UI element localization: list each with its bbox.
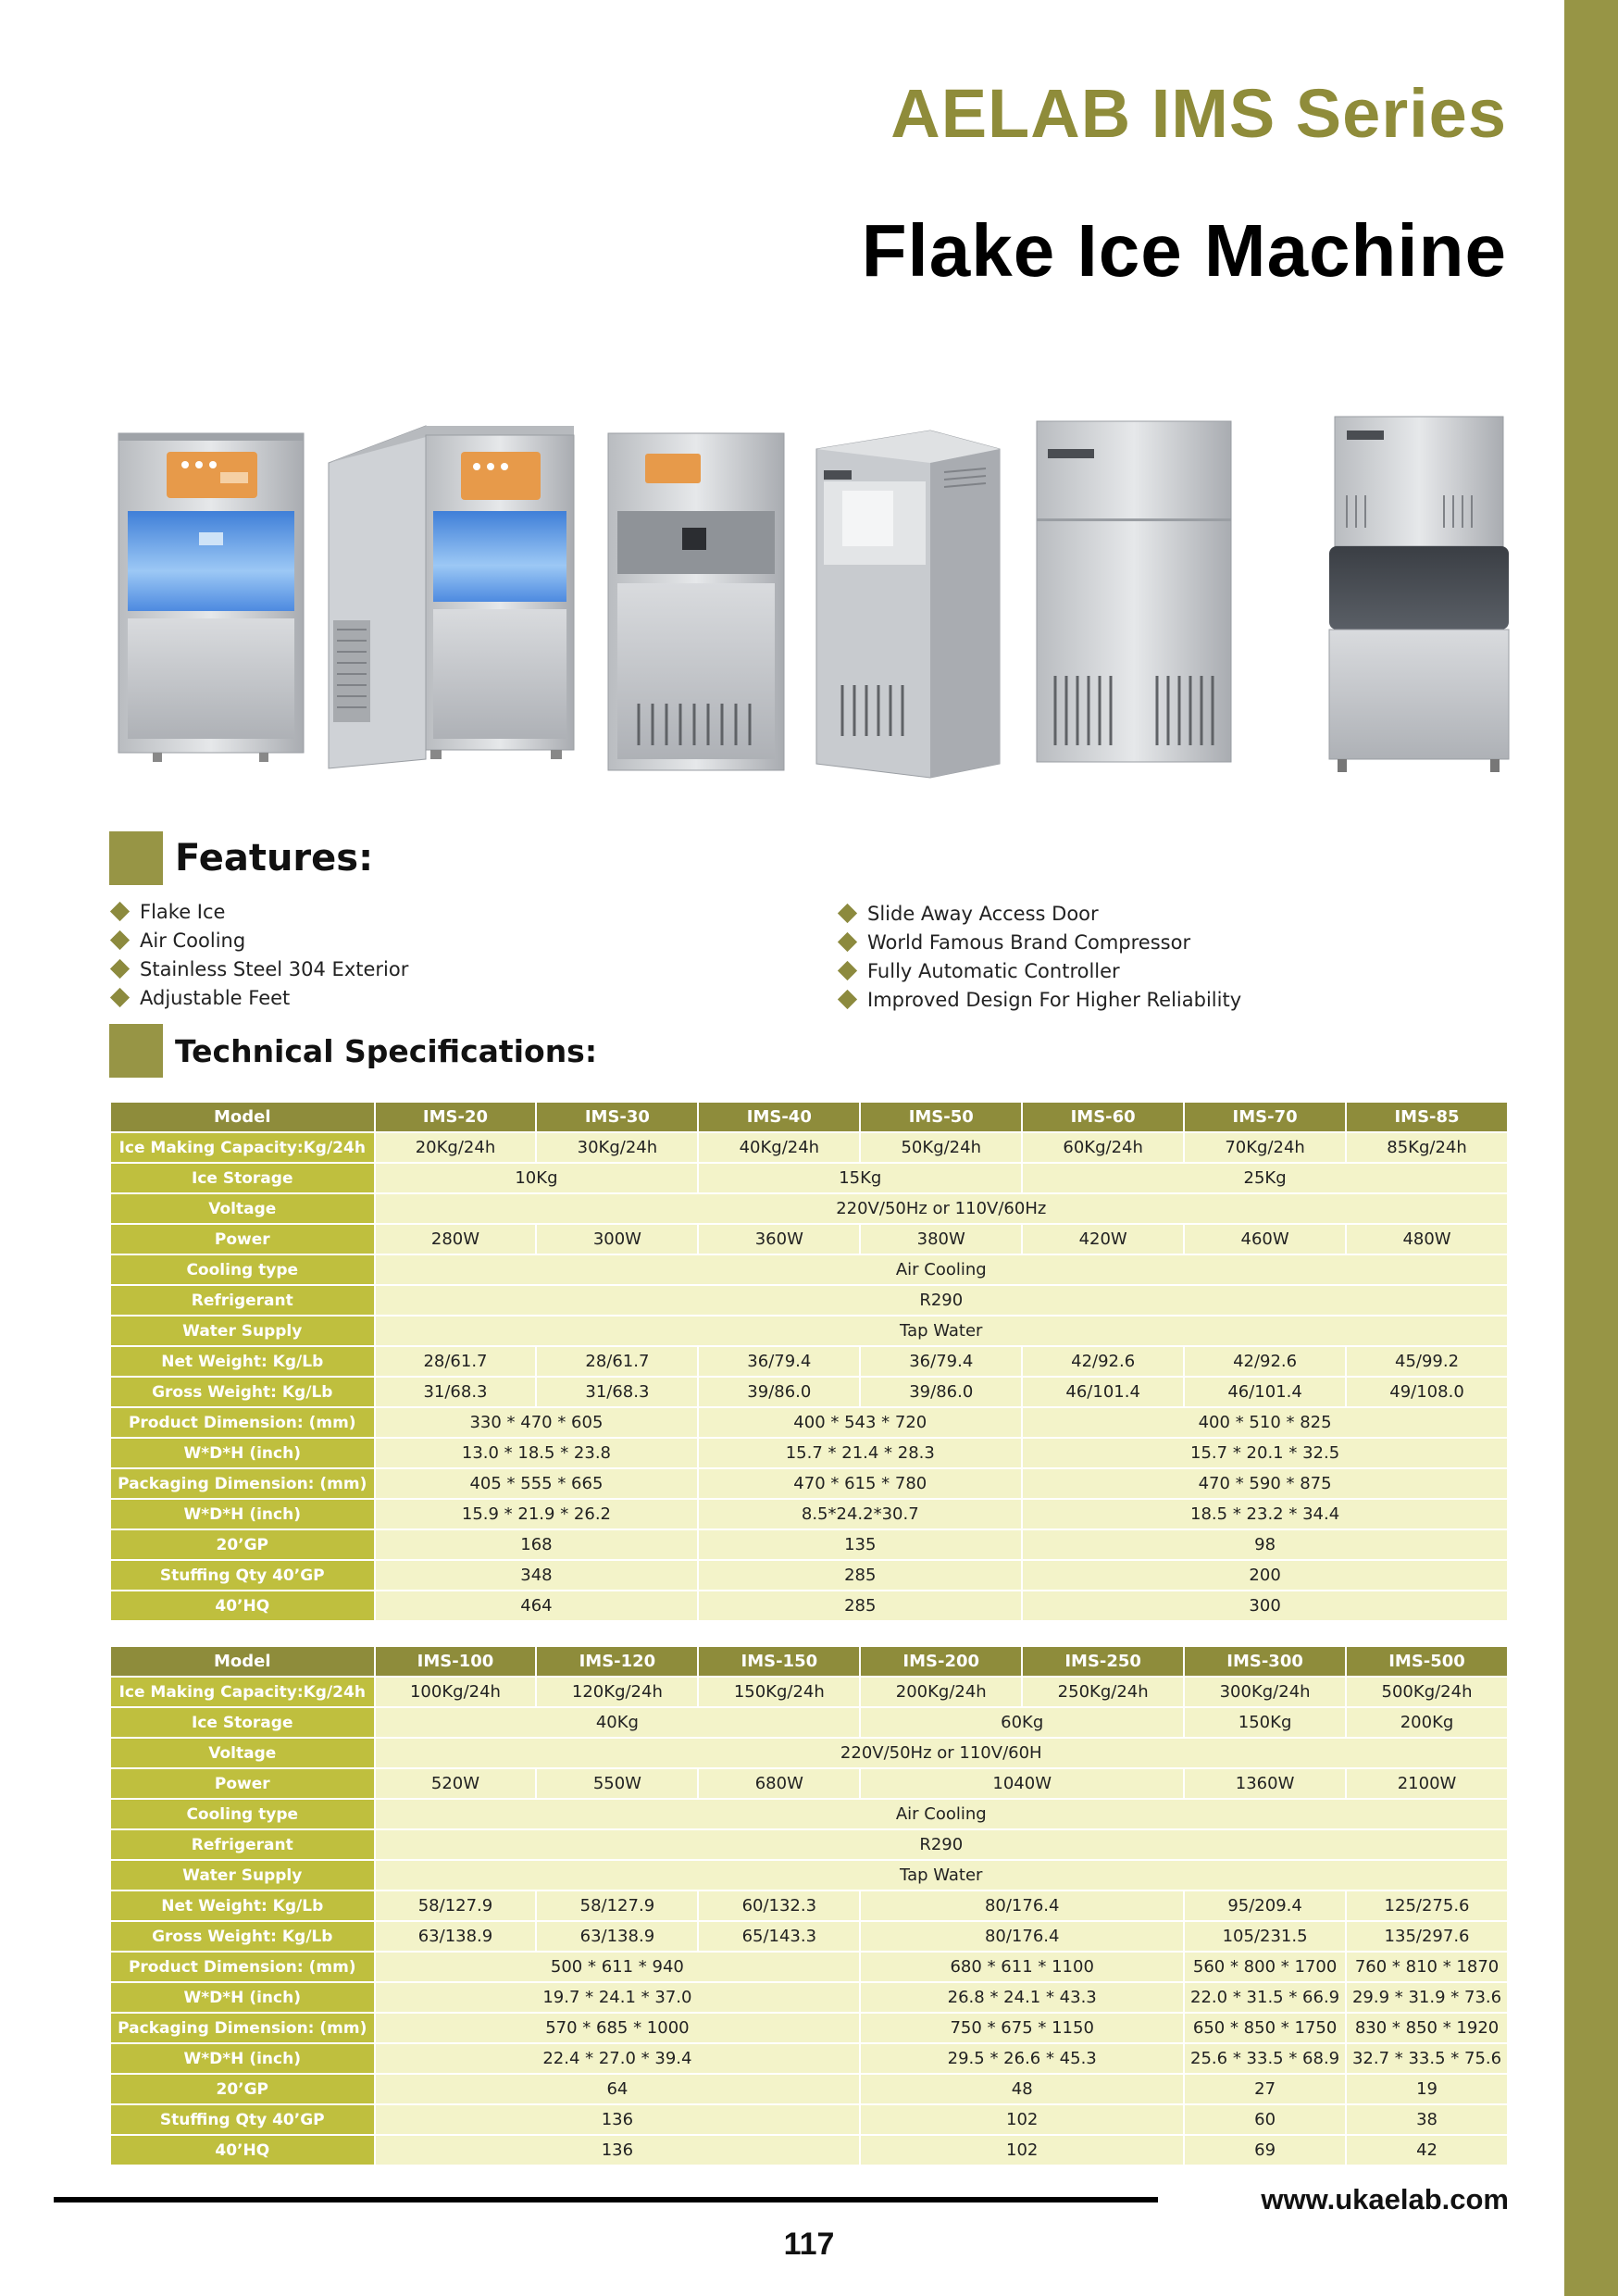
feature-item [109,983,408,1012]
model-header: IMS-50 [861,1103,1021,1131]
spec-row [111,1316,1507,1345]
spec-value-cell: 8.5*24.2*30.7 [699,1500,1021,1529]
spec-row-label: Gross Weight: Kg/Lb [111,1378,374,1406]
spec-row-label: Stuffing Qty 40’GP [111,1561,374,1590]
spec-value-cell: 400 * 510 * 825 [1023,1408,1507,1437]
spec-row [111,1678,1507,1706]
spec-value-cell: 38 [1347,2105,1507,2134]
spec-value-cell: 49/108.0 [1347,1378,1507,1406]
spec-value-cell: R290 [376,1830,1507,1859]
spec-value-cell: 102 [861,2136,1183,2165]
spec-row-label: Ice Storage [111,1164,374,1192]
model-header: IMS-150 [699,1647,859,1676]
spec-value-cell: 650 * 850 * 1750 [1185,2014,1345,2042]
spec-value-cell: 85Kg/24h [1347,1133,1507,1162]
spec-value-cell: 10Kg [376,1164,698,1192]
spec-row-label: W*D*H (inch) [111,1983,374,2012]
spec-value-cell: 102 [861,2105,1183,2134]
spec-value-cell: 31/68.3 [537,1378,697,1406]
spec-row [111,2075,1507,2103]
feature-text: Adjustable Feet [140,986,291,1009]
diamond-bullet-icon [110,959,130,979]
spec-value-cell: 25Kg [1023,1164,1507,1192]
spec-value-cell: 22.0 * 31.5 * 66.9 [1185,1983,1345,2012]
product-title: Flake Ice Machine [861,209,1507,292]
spec-value-cell: 80/176.4 [861,1922,1183,1951]
spec-row [111,1347,1507,1376]
spec-row [111,1408,1507,1437]
spec-value-cell: 50Kg/24h [861,1133,1021,1162]
spec-value-cell: 60 [1185,2105,1345,2134]
spec-value-cell: 348 [376,1561,698,1590]
spec-value-cell: 80/176.4 [861,1891,1183,1920]
spec-value-cell: 27 [1185,2075,1345,2103]
spec-row [111,1500,1507,1529]
spec-value-cell: 405 * 555 * 665 [376,1469,698,1498]
spec-value-cell: 2100W [1347,1769,1507,1798]
spec-value-cell: 39/86.0 [699,1378,859,1406]
spec-value-cell: 15.9 * 21.9 * 26.2 [376,1500,698,1529]
spec-value-cell: 500 * 611 * 940 [376,1953,860,1981]
spec-row-label: Gross Weight: Kg/Lb [111,1922,374,1951]
spec-row [111,2044,1507,2073]
spec-value-cell: Air Cooling [376,1800,1507,1828]
spec-row-label: Stuffing Qty 40’GP [111,2105,374,2134]
spec-value-cell: 48 [861,2075,1183,2103]
spec-value-cell: 32.7 * 33.5 * 75.6 [1347,2044,1507,2073]
spec-value-cell: 42/92.6 [1023,1347,1183,1376]
model-header: IMS-30 [537,1103,697,1131]
spec-row-label: Packaging Dimension: (mm) [111,1469,374,1498]
diamond-bullet-icon [838,932,857,952]
feature-text: Air Cooling [140,929,246,952]
spec-value-cell: 550W [537,1769,697,1798]
spec-row [111,1953,1507,1981]
product-illustrations [111,407,1518,787]
spec-table-small-models [109,1101,1509,1622]
spec-row [111,1530,1507,1559]
model-header: IMS-500 [1347,1647,1507,1676]
spec-row [111,2105,1507,2134]
feature-item [837,928,1241,956]
spec-row-label: Ice Making Capacity:Kg/24h [111,1133,374,1162]
spec-value-cell: 60Kg [861,1708,1183,1737]
feature-text: Flake Ice [140,900,226,923]
spec-value-cell: 135/297.6 [1347,1922,1507,1951]
spec-value-cell: 136 [376,2136,860,2165]
feature-item [109,926,408,955]
spec-row [111,1983,1507,2012]
spec-value-cell: 18.5 * 23.2 * 34.4 [1023,1500,1507,1529]
machine-ims-40 [608,433,784,770]
spec-row [111,1922,1507,1951]
model-header: IMS-85 [1347,1103,1507,1131]
model-header: IMS-120 [537,1647,697,1676]
machine-ims-30 [329,426,574,768]
spec-value-cell: 680W [699,1769,859,1798]
spec-value-cell: 30Kg/24h [537,1133,697,1162]
spec-value-cell: 220V/50Hz or 110V/60Hz [376,1194,1507,1223]
spec-value-cell: 19.7 * 24.1 * 37.0 [376,1983,860,2012]
website-url: www.ukaelab.com [1261,2183,1509,2215]
spec-value-cell: 65/143.3 [699,1922,859,1951]
spec-value-cell: 470 * 615 * 780 [699,1469,1021,1498]
series-title: AELAB IMS Series [890,75,1507,152]
feature-item [109,955,408,983]
spec-row [111,1739,1507,1767]
spec-value-cell: 200Kg/24h [861,1678,1021,1706]
spec-row [111,1194,1507,1223]
spec-value-cell: 120Kg/24h [537,1678,697,1706]
spec-value-cell: 60/132.3 [699,1891,859,1920]
spec-value-cell: 64 [376,2075,860,2103]
spec-row [111,1133,1507,1162]
feature-text: World Famous Brand Compressor [867,930,1191,954]
features-heading-text: Features: [175,837,374,880]
machine-ims-50 [816,430,1000,778]
spec-value-cell: Tap Water [376,1861,1507,1890]
spec-row [111,1891,1507,1920]
tech-specs-heading [109,1023,597,1079]
features-heading [109,830,373,886]
spec-row-label: Power [111,1225,374,1254]
spec-value-cell: 330 * 470 * 605 [376,1408,698,1437]
spec-row-label: Packaging Dimension: (mm) [111,2014,374,2042]
spec-value-cell: 36/79.4 [861,1347,1021,1376]
spec-value-cell: 560 * 800 * 1700 [1185,1953,1345,1981]
spec-row [111,1378,1507,1406]
spec-row [111,1286,1507,1315]
spec-value-cell: 460W [1185,1225,1345,1254]
diamond-bullet-icon [110,902,130,921]
spec-value-cell: 420W [1023,1225,1183,1254]
spec-row-label: Ice Making Capacity:Kg/24h [111,1678,374,1706]
diamond-bullet-icon [110,930,130,950]
spec-value-cell: 360W [699,1225,859,1254]
spec-value-cell: 760 * 810 * 1870 [1347,1953,1507,1981]
spec-row-label: W*D*H (inch) [111,1500,374,1529]
spec-value-cell: 380W [861,1225,1021,1254]
spec-header-row [111,1647,1507,1676]
spec-value-cell: 13.0 * 18.5 * 23.8 [376,1439,698,1467]
spec-value-cell: 750 * 675 * 1150 [861,2014,1183,2042]
model-header: IMS-40 [699,1103,859,1131]
spec-row-label: Voltage [111,1194,374,1223]
spec-value-cell: 300W [537,1225,697,1254]
spec-value-cell: 300 [1023,1591,1507,1620]
machine-ims-20 [118,433,304,762]
spec-header-row [111,1103,1507,1131]
spec-value-cell: 46/101.4 [1185,1378,1345,1406]
page-number: 117 [783,2227,835,2262]
spec-row [111,1469,1507,1498]
diamond-bullet-icon [110,988,130,1007]
spec-row-label: Water Supply [111,1316,374,1345]
spec-row-label: Net Weight: Kg/Lb [111,1891,374,1920]
spec-row-label: Cooling type [111,1255,374,1284]
diamond-bullet-icon [838,904,857,923]
spec-row [111,1439,1507,1467]
spec-row [111,1591,1507,1620]
spec-value-cell: 1360W [1185,1769,1345,1798]
spec-value-cell: 29.9 * 31.9 * 73.6 [1347,1983,1507,2012]
spec-value-cell: 100Kg/24h [376,1678,536,1706]
features-left-list [109,897,408,1012]
spec-table-large-models [109,1645,1509,2166]
spec-value-cell: 464 [376,1591,698,1620]
spec-value-cell: 400 * 543 * 720 [699,1408,1021,1437]
spec-value-cell: 60Kg/24h [1023,1133,1183,1162]
feature-text: Slide Away Access Door [867,902,1099,925]
spec-value-cell: 45/99.2 [1347,1347,1507,1376]
spec-value-cell: 26.8 * 24.1 * 43.3 [861,1983,1183,2012]
model-column-header: Model [111,1647,374,1676]
model-header: IMS-20 [376,1103,536,1131]
spec-value-cell: 300Kg/24h [1185,1678,1345,1706]
spec-row [111,2014,1507,2042]
side-accent-bar [1564,0,1618,2296]
spec-row [111,1830,1507,1859]
model-header: IMS-70 [1185,1103,1345,1131]
feature-item [109,897,408,926]
spec-value-cell: 500Kg/24h [1347,1678,1507,1706]
spec-row-label: W*D*H (inch) [111,2044,374,2073]
spec-row-label: Water Supply [111,1861,374,1890]
model-header: IMS-100 [376,1647,536,1676]
spec-value-cell: 150Kg [1185,1708,1345,1737]
spec-row-label: Cooling type [111,1800,374,1828]
footer-rule [54,2197,1158,2202]
spec-value-cell: 168 [376,1530,698,1559]
spec-value-cell: 58/127.9 [537,1891,697,1920]
spec-value-cell: 36/79.4 [699,1347,859,1376]
spec-value-cell: 200 [1023,1561,1507,1590]
spec-row [111,2136,1507,2165]
spec-value-cell: 20Kg/24h [376,1133,536,1162]
spec-value-cell: 69 [1185,2136,1345,2165]
spec-value-cell: 136 [376,2105,860,2134]
spec-value-cell: 19 [1347,2075,1507,2103]
spec-value-cell: 42 [1347,2136,1507,2165]
spec-row [111,1708,1507,1737]
spec-value-cell: 520W [376,1769,536,1798]
spec-row-label: 20’GP [111,1530,374,1559]
feature-text: Stainless Steel 304 Exterior [140,957,409,980]
spec-value-cell: 25.6 * 33.5 * 68.9 [1185,2044,1345,2073]
spec-value-cell: 680 * 611 * 1100 [861,1953,1183,1981]
spec-row-label: Product Dimension: (mm) [111,1408,374,1437]
product-images [111,407,1518,787]
spec-value-cell: 31/68.3 [376,1378,536,1406]
feature-item [837,985,1241,1014]
spec-value-cell: 15.7 * 21.4 * 28.3 [699,1439,1021,1467]
spec-row [111,1164,1507,1192]
spec-row [111,1861,1507,1890]
model-header: IMS-250 [1023,1647,1183,1676]
spec-value-cell: 15.7 * 20.1 * 32.5 [1023,1439,1507,1467]
spec-value-cell: R290 [376,1286,1507,1315]
feature-item [837,956,1241,985]
spec-value-cell: 22.4 * 27.0 * 39.4 [376,2044,860,2073]
spec-value-cell: Tap Water [376,1316,1507,1345]
spec-row-label: Ice Storage [111,1708,374,1737]
spec-value-cell: 28/61.7 [537,1347,697,1376]
spec-value-cell: 125/275.6 [1347,1891,1507,1920]
spec-row-label: W*D*H (inch) [111,1439,374,1467]
machine-ims-60 [1037,421,1231,762]
spec-row-label: Refrigerant [111,1830,374,1859]
tech-specs-heading-marker [109,1024,163,1078]
spec-value-cell: 29.5 * 26.6 * 45.3 [861,2044,1183,2073]
spec-value-cell: 1040W [861,1769,1183,1798]
spec-value-cell: 98 [1023,1530,1507,1559]
feature-text: Improved Design For Higher Reliability [867,988,1242,1011]
model-header: IMS-200 [861,1647,1021,1676]
spec-row [111,1800,1507,1828]
spec-row-label: 20’GP [111,2075,374,2103]
spec-value-cell: 42/92.6 [1185,1347,1345,1376]
spec-value-cell: 63/138.9 [537,1922,697,1951]
spec-value-cell: Air Cooling [376,1255,1507,1284]
spec-row-label: Net Weight: Kg/Lb [111,1347,374,1376]
spec-value-cell: 250Kg/24h [1023,1678,1183,1706]
spec-value-cell: 15Kg [699,1164,1021,1192]
spec-value-cell: 28/61.7 [376,1347,536,1376]
spec-value-cell: 480W [1347,1225,1507,1254]
spec-value-cell: 220V/50Hz or 110V/60H [376,1739,1507,1767]
spec-value-cell: 285 [699,1591,1021,1620]
spec-value-cell: 105/231.5 [1185,1922,1345,1951]
spec-value-cell: 40Kg/24h [699,1133,859,1162]
spec-value-cell: 285 [699,1561,1021,1590]
spec-value-cell: 280W [376,1225,536,1254]
diamond-bullet-icon [838,961,857,980]
spec-row [111,1255,1507,1284]
spec-row-label: Refrigerant [111,1286,374,1315]
tech-specs-heading-text: Technical Specifications: [175,1032,598,1069]
model-column-header: Model [111,1103,374,1131]
spec-value-cell: 470 * 590 * 875 [1023,1469,1507,1498]
spec-row-label: Product Dimension: (mm) [111,1953,374,1981]
spec-row-label: Power [111,1769,374,1798]
features-heading-marker [109,831,163,885]
diamond-bullet-icon [838,990,857,1009]
spec-row [111,1769,1507,1798]
spec-row-label: Voltage [111,1739,374,1767]
spec-value-cell: 39/86.0 [861,1378,1021,1406]
spec-value-cell: 135 [699,1530,1021,1559]
spec-row [111,1561,1507,1590]
spec-value-cell: 200Kg [1347,1708,1507,1737]
model-header: IMS-60 [1023,1103,1183,1131]
spec-value-cell: 40Kg [376,1708,860,1737]
spec-value-cell: 63/138.9 [376,1922,536,1951]
features-right-list [837,899,1241,1014]
spec-value-cell: 95/209.4 [1185,1891,1345,1920]
machine-ims-85 [1329,417,1509,772]
spec-value-cell: 70Kg/24h [1185,1133,1345,1162]
spec-value-cell: 570 * 685 * 1000 [376,2014,860,2042]
spec-value-cell: 58/127.9 [376,1891,536,1920]
spec-value-cell: 150Kg/24h [699,1678,859,1706]
spec-row-label: 40’HQ [111,1591,374,1620]
feature-text: Fully Automatic Controller [867,959,1120,982]
feature-item [837,899,1241,928]
spec-value-cell: 46/101.4 [1023,1378,1183,1406]
spec-value-cell: 830 * 850 * 1920 [1347,2014,1507,2042]
spec-row-label: 40’HQ [111,2136,374,2165]
model-header: IMS-300 [1185,1647,1345,1676]
spec-row [111,1225,1507,1254]
